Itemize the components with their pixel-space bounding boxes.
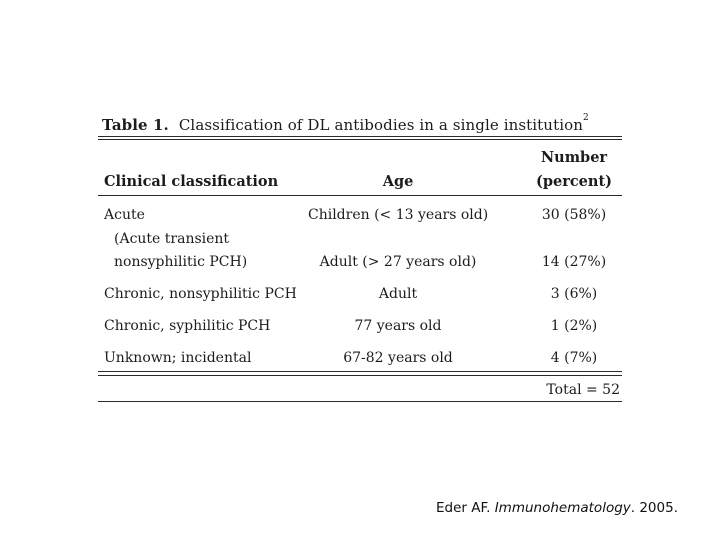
row-number: 3 (6%)	[550, 286, 598, 302]
table-caption	[102, 113, 589, 134]
row-age: 67-82 years old	[343, 350, 453, 366]
table-total: Total = 52	[546, 382, 620, 398]
body-end-rule	[98, 371, 622, 372]
row-classification: Unknown; incidental	[104, 350, 252, 366]
row-classification: Chronic, syphilitic PCH	[104, 318, 271, 334]
citation-author: Eder AF.	[436, 500, 491, 516]
reference-superscript: 2	[582, 113, 589, 123]
row-age: 77 years old	[354, 318, 442, 334]
row-number: 4 (7%)	[550, 350, 598, 366]
header-clinical-classification: Clinical classification	[104, 173, 279, 190]
scanned-table	[98, 110, 624, 410]
bottom-rule	[98, 401, 622, 402]
header-percent: (percent)	[535, 173, 613, 190]
citation-year: . 2005.	[630, 500, 678, 516]
table-number: Table 1.	[102, 116, 169, 134]
row-classification: Acute	[104, 207, 145, 223]
header-number: Number	[540, 149, 608, 166]
top-rule	[98, 136, 622, 137]
row-age: Adult	[378, 286, 418, 302]
citation	[0, 500, 678, 516]
row-age: Adult (> 27 years old)	[319, 254, 477, 270]
row-number: 1 (2%)	[550, 318, 598, 334]
table-title: Classification of DL antibodies in a single institution	[178, 116, 583, 134]
row-classification: (Acute transient	[114, 231, 230, 247]
row-number: 14 (27%)	[541, 254, 607, 270]
row-number: 30 (58%)	[541, 207, 607, 223]
citation-journal: Immunohematology	[494, 500, 631, 516]
top-rule-thin	[98, 139, 622, 140]
row-classification: Chronic, nonsyphilitic PCH	[104, 286, 297, 302]
header-age: Age	[382, 173, 414, 190]
header-rule	[98, 195, 622, 196]
row-age: Children (< 13 years old)	[308, 207, 489, 223]
body-end-rule-thin	[98, 375, 622, 376]
row-classification: nonsyphilitic PCH)	[114, 254, 248, 270]
